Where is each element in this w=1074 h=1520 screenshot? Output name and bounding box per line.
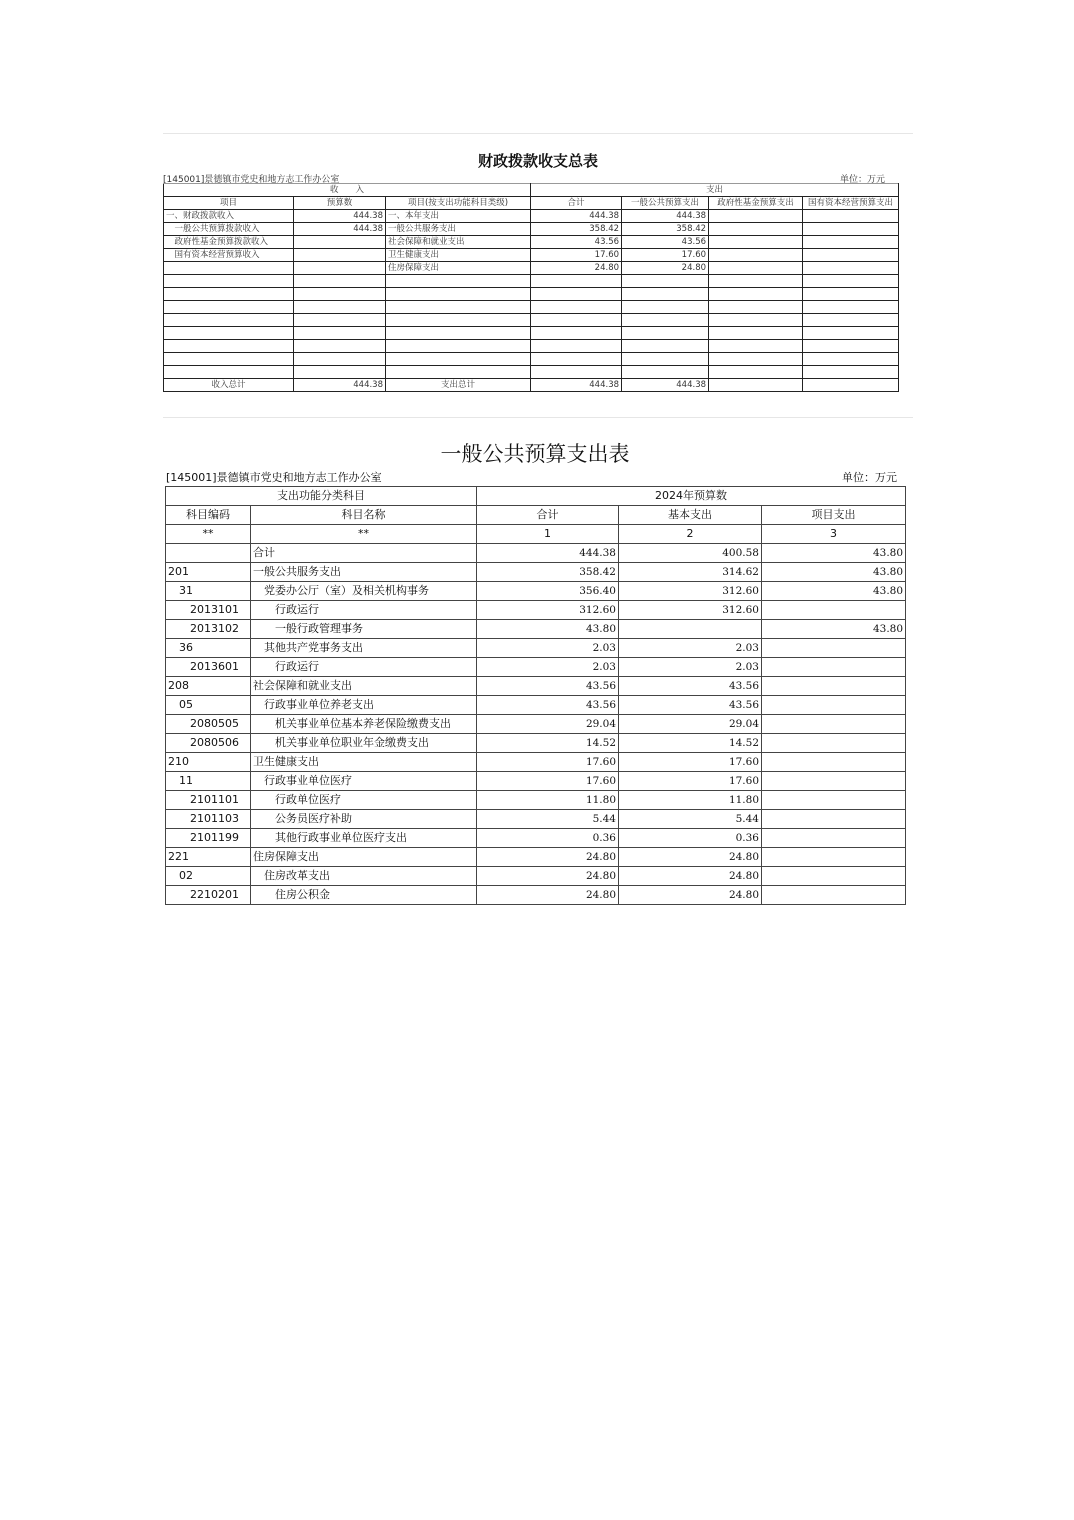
cell [294,327,386,340]
cell: 合计 [531,197,622,210]
cell [164,366,294,379]
cell: 一般公共预算拨款收入 [164,223,294,236]
cell: 31 [166,582,251,601]
table2-unit: 单位：万元 [842,471,897,484]
expense-group-header: 支出 [531,184,899,197]
table-row [166,753,906,772]
cell [803,327,899,340]
table-row [166,639,906,658]
cell [803,249,899,262]
cell: 358.42 [477,563,619,582]
table-row [164,262,899,275]
cell: 一般公共预算支出 [622,197,709,210]
cell: 43.80 [762,620,906,639]
cell [531,301,622,314]
cell [762,601,906,620]
cell [709,366,803,379]
table-row [166,886,906,905]
table-row [164,288,899,301]
index-row [166,525,906,544]
cell [386,353,531,366]
cell [386,314,531,327]
table-row [166,563,906,582]
cell: 05 [166,696,251,715]
cell: 221 [166,848,251,867]
cell: 2080505 [166,715,251,734]
cell: 卫生健康支出 [386,249,531,262]
cell: 11.80 [619,791,762,810]
cell: 29.04 [477,715,619,734]
cell [709,288,803,301]
table-row [164,249,899,262]
table-row [164,327,899,340]
cell [803,366,899,379]
cell: 合计 [477,506,619,525]
table-row [166,715,906,734]
cell: 29.04 [619,715,762,734]
cell [622,340,709,353]
cell: 5.44 [477,810,619,829]
cell [294,236,386,249]
cell [762,886,906,905]
cell: 444.38 [294,210,386,223]
cell: 24.80 [477,848,619,867]
cell: 24.80 [531,262,622,275]
cell: 住房改革支出 [251,867,477,886]
cell: 社会保障和就业支出 [251,677,477,696]
cell [164,340,294,353]
cell [803,288,899,301]
cell: 444.38 [294,379,386,392]
cell: 2.03 [619,658,762,677]
cell: 一般行政管理事务 [251,620,477,639]
cell [709,301,803,314]
cell: 住房保障支出 [251,848,477,867]
cell [294,249,386,262]
cell [166,544,251,563]
cell: 政府性基金预算支出 [709,197,803,210]
cell: 其他行政事业单位医疗支出 [251,829,477,848]
cell [531,366,622,379]
cell: 444.38 [531,379,622,392]
page-divider [163,417,913,418]
function-category-header: 支出功能分类科目 [166,487,477,506]
cell [762,658,906,677]
cell: 国有资本经营预算支出 [803,197,899,210]
cell: 210 [166,753,251,772]
cell: 11.80 [477,791,619,810]
table-row [164,223,899,236]
cell [762,677,906,696]
cell: 444.38 [531,210,622,223]
cell [386,366,531,379]
cell: 行政事业单位养老支出 [251,696,477,715]
table-row [166,658,906,677]
cell: 卫生健康支出 [251,753,477,772]
cell [386,288,531,301]
cell [803,210,899,223]
cell: 43.56 [477,696,619,715]
cell: 24.80 [477,886,619,905]
table1-org: [145001]景德镇市党史和地方志工作办公室 [163,175,340,185]
cell [762,772,906,791]
cell: 预算数 [294,197,386,210]
cell: 2013101 [166,601,251,620]
cell: ** [251,525,477,544]
total-row [164,379,899,392]
cell [294,275,386,288]
table-row [164,366,899,379]
cell: 支出总计 [386,379,531,392]
table2-org: [145001]景德镇市党史和地方志工作办公室 [166,471,382,484]
table2-title: 一般公共预算支出表 [440,442,630,466]
cell [762,734,906,753]
cell [622,353,709,366]
cell: 43.56 [531,236,622,249]
cell: 24.80 [622,262,709,275]
cell [803,275,899,288]
cell: 住房保障支出 [386,262,531,275]
cell: 行政单位医疗 [251,791,477,810]
cell: 5.44 [619,810,762,829]
cell [294,288,386,301]
cell: 2.03 [619,639,762,658]
cell: 0.36 [477,829,619,848]
table-row [164,340,899,353]
cell [531,288,622,301]
cell [294,314,386,327]
table-row [166,620,906,639]
cell [709,327,803,340]
income-group-header: 收 入 [164,184,531,197]
cell: 444.38 [294,223,386,236]
cell: 政府性基金预算拨款收入 [164,236,294,249]
cell: 400.58 [619,544,762,563]
table-row [166,582,906,601]
cell: 43.56 [622,236,709,249]
cell [531,340,622,353]
cell: 科目名称 [251,506,477,525]
cell: 科目编码 [166,506,251,525]
cell [709,249,803,262]
table1-title: 财政拨款收支总表 [477,152,598,170]
cell: ** [166,525,251,544]
cell: 11 [166,772,251,791]
table-row [166,829,906,848]
cell: 住房公积金 [251,886,477,905]
cell: 14.52 [477,734,619,753]
cell [709,236,803,249]
cell: 3 [762,525,906,544]
cell: 党委办公厅（室）及相关机构事务 [251,582,477,601]
cell [803,262,899,275]
table-row [164,301,899,314]
table-row [166,791,906,810]
table-row [166,810,906,829]
cell [803,353,899,366]
fiscal-summary-table [163,183,899,392]
cell: 312.60 [477,601,619,620]
cell: 24.80 [619,886,762,905]
cell [531,353,622,366]
cell: 17.60 [622,249,709,262]
cell [622,366,709,379]
cell [294,353,386,366]
cell [762,848,906,867]
cell [294,262,386,275]
cell: 444.38 [622,210,709,223]
cell: 17.60 [531,249,622,262]
cell: 208 [166,677,251,696]
table-row [166,772,906,791]
table-row [164,210,899,223]
cell [164,275,294,288]
cell [803,379,899,392]
cell [622,327,709,340]
cell: 项目支出 [762,506,906,525]
cell [164,353,294,366]
general-budget-expense-table [165,486,906,905]
cell [164,262,294,275]
cell: 0.36 [619,829,762,848]
table-row [166,867,906,886]
cell: 一、本年支出 [386,210,531,223]
cell: 一般公共服务支出 [251,563,477,582]
cell [294,366,386,379]
cell: 17.60 [477,772,619,791]
cell [622,301,709,314]
cell [386,340,531,353]
table-row [166,696,906,715]
cell [762,753,906,772]
cell: 行政事业单位医疗 [251,772,477,791]
cell [762,867,906,886]
cell: 02 [166,867,251,886]
table-row [164,275,899,288]
cell [803,236,899,249]
cell [164,288,294,301]
cell [164,314,294,327]
cell: 24.80 [619,867,762,886]
cell [709,379,803,392]
cell: 2.03 [477,639,619,658]
cell [709,340,803,353]
cell [619,620,762,639]
cell: 312.60 [619,601,762,620]
cell: 2013601 [166,658,251,677]
cell: 机关事业单位职业年金缴费支出 [251,734,477,753]
cell [709,353,803,366]
cell [531,327,622,340]
cell: 一、财政拨款收入 [164,210,294,223]
cell: 2210201 [166,886,251,905]
cell [164,327,294,340]
cell [294,301,386,314]
cell [762,715,906,734]
cell: 收入总计 [164,379,294,392]
table-row [164,353,899,366]
table-row [166,734,906,753]
cell: 社会保障和就业支出 [386,236,531,249]
cell [622,288,709,301]
cell: 201 [166,563,251,582]
cell: 2.03 [477,658,619,677]
cell [803,223,899,236]
header-row [166,506,906,525]
cell: 43.80 [762,544,906,563]
table-row [166,544,906,563]
cell: 基本支出 [619,506,762,525]
cell: 358.42 [622,223,709,236]
cell: 行政运行 [251,658,477,677]
cell [531,314,622,327]
cell: 36 [166,639,251,658]
cell [386,301,531,314]
cell: 43.80 [762,563,906,582]
cell: 2 [619,525,762,544]
table-row [166,677,906,696]
cell [622,275,709,288]
cell [762,696,906,715]
cell [762,791,906,810]
cell: 1 [477,525,619,544]
cell: 24.80 [619,848,762,867]
cell: 43.56 [619,677,762,696]
cell: 其他共产党事务支出 [251,639,477,658]
cell: 项目(按支出功能科目类级) [386,197,531,210]
cell: 17.60 [477,753,619,772]
cell: 444.38 [622,379,709,392]
cell: 43.80 [477,620,619,639]
cell [386,327,531,340]
cell [709,223,803,236]
cell [803,340,899,353]
table-row [164,236,899,249]
table-row [166,848,906,867]
cell: 一般公共服务支出 [386,223,531,236]
header-row [164,197,899,210]
cell: 356.40 [477,582,619,601]
cell [803,301,899,314]
table1-unit: 单位：万元 [840,175,886,185]
cell: 24.80 [477,867,619,886]
cell [164,301,294,314]
cell: 机关事业单位基本养老保险缴费支出 [251,715,477,734]
cell [386,275,531,288]
cell [622,314,709,327]
cell: 2101199 [166,829,251,848]
cell [709,210,803,223]
cell [531,275,622,288]
cell [709,314,803,327]
cell: 合计 [251,544,477,563]
cell: 国有资本经营预算收入 [164,249,294,262]
cell: 2101101 [166,791,251,810]
budget-year-header: 2024年预算数 [477,487,906,506]
cell: 358.42 [531,223,622,236]
cell [762,829,906,848]
cell [803,314,899,327]
cell [762,810,906,829]
cell: 17.60 [619,753,762,772]
cell: 43.56 [619,696,762,715]
cell: 17.60 [619,772,762,791]
cell [294,340,386,353]
cell: 2080506 [166,734,251,753]
cell [762,639,906,658]
cell: 14.52 [619,734,762,753]
cell: 43.80 [762,582,906,601]
cell: 项目 [164,197,294,210]
cell: 444.38 [477,544,619,563]
cell [709,262,803,275]
cell: 行政运行 [251,601,477,620]
page-divider [163,133,913,134]
table-row [164,314,899,327]
cell: 2101103 [166,810,251,829]
cell [709,275,803,288]
cell: 2013102 [166,620,251,639]
cell: 公务员医疗补助 [251,810,477,829]
cell: 43.56 [477,677,619,696]
cell: 312.60 [619,582,762,601]
table-row [166,601,906,620]
cell: 314.62 [619,563,762,582]
